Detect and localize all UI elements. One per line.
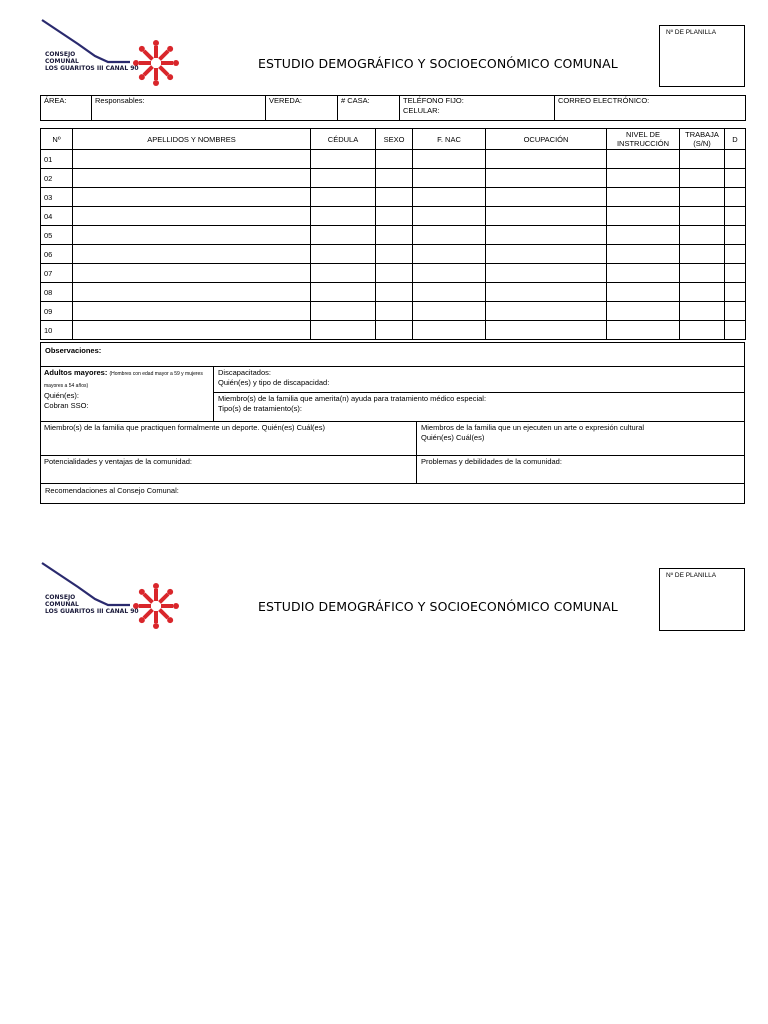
col-ocupacion: OCUPACIÓN (486, 129, 607, 150)
row-cell[interactable] (607, 169, 680, 188)
discapacitados-label: Discapacitados: (218, 368, 271, 377)
row-cell[interactable] (73, 188, 311, 207)
arte-quienes-label: Quién(es) Cuál(es) (421, 432, 485, 442)
telefono-field[interactable]: TELÉFONO FIJO: CELULAR: (400, 96, 555, 121)
planilla-number-box[interactable] (659, 25, 745, 87)
row-number: 05 (41, 226, 73, 245)
col-sexo: SEXO (376, 129, 413, 150)
row-cell[interactable] (376, 321, 413, 340)
row-cell[interactable] (311, 321, 376, 340)
row-cell[interactable] (607, 245, 680, 264)
row-number: 06 (41, 245, 73, 264)
problemas-field[interactable] (417, 455, 745, 484)
table-row (41, 188, 746, 207)
row-cell[interactable] (725, 207, 746, 226)
row-cell[interactable] (311, 226, 376, 245)
row-cell[interactable] (73, 245, 311, 264)
row-cell[interactable] (725, 150, 746, 169)
row-cell[interactable] (376, 283, 413, 302)
row-cell[interactable] (725, 245, 746, 264)
logo-text-name: LOS GUARITOS III CANAL 90 (45, 65, 139, 72)
row-cell[interactable] (680, 321, 725, 340)
discapacidad-tipo-label: Quién(es) y tipo de discapacidad: (218, 377, 330, 387)
row-cell[interactable] (680, 283, 725, 302)
row-cell[interactable] (607, 283, 680, 302)
deporte-field[interactable] (40, 421, 416, 456)
row-cell[interactable] (486, 169, 607, 188)
tratamiento-tipo-label: Tipo(s) de tratamiento(s): (218, 403, 302, 413)
row-cell[interactable] (376, 150, 413, 169)
row-cell[interactable] (486, 226, 607, 245)
row-cell[interactable] (413, 226, 486, 245)
row-cell[interactable] (725, 169, 746, 188)
row-cell[interactable] (725, 264, 746, 283)
correo-field[interactable]: CORREO ELECTRÓNICO: (555, 96, 746, 121)
recomendaciones-label: Recomendaciones al Consejo Comunal: (45, 486, 179, 495)
tratamiento-field[interactable] (214, 392, 745, 422)
logo-text-comunal: COMUNAL (45, 601, 79, 608)
casa-field[interactable]: # CASA: (338, 96, 400, 121)
row-cell[interactable] (607, 264, 680, 283)
row-cell[interactable] (413, 150, 486, 169)
row-cell[interactable] (73, 169, 311, 188)
potencialidades-field[interactable] (40, 455, 416, 484)
potencialidades-label: Potencialidades y ventajas de la comunidad: (44, 457, 193, 466)
row-cell[interactable] (413, 321, 486, 340)
vereda-field[interactable]: VEREDA: (266, 96, 338, 121)
adultos-note: (Hombres con edad mayor a 59 y mujeres mayores a 54 años) (44, 371, 203, 389)
row-cell[interactable] (376, 188, 413, 207)
row-cell[interactable] (376, 226, 413, 245)
row-cell[interactable] (73, 283, 311, 302)
row-cell[interactable] (311, 245, 376, 264)
row-number: 07 (41, 264, 73, 283)
row-cell[interactable] (311, 283, 376, 302)
row-cell[interactable] (311, 169, 376, 188)
row-cell[interactable] (413, 245, 486, 264)
row-cell[interactable] (376, 302, 413, 321)
area-field[interactable]: ÁREA: (41, 96, 92, 121)
row-cell[interactable] (376, 207, 413, 226)
col-fecha-nac: F. NAC (413, 129, 486, 150)
row-cell[interactable] (413, 169, 486, 188)
adultos-mayores-field[interactable] (40, 366, 213, 422)
table-row (41, 150, 746, 169)
row-cell[interactable] (73, 302, 311, 321)
row-cell[interactable] (725, 321, 746, 340)
row-cell[interactable] (680, 264, 725, 283)
quienes-label: Quién(es): (44, 391, 80, 400)
row-cell[interactable] (680, 302, 725, 321)
row-cell[interactable] (311, 207, 376, 226)
col-apellidos-nombres: APELLIDOS Y NOMBRES (73, 129, 311, 150)
observaciones-label: Observaciones: (45, 346, 102, 355)
row-cell[interactable] (607, 302, 680, 321)
problemas-label: Problemas y debilidades de la comunidad: (421, 457, 562, 466)
row-number: 02 (41, 169, 73, 188)
col-cedula: CÉDULA (311, 129, 376, 150)
table-row (41, 226, 746, 245)
row-cell[interactable] (680, 226, 725, 245)
row-cell[interactable] (486, 150, 607, 169)
row-cell[interactable] (73, 264, 311, 283)
table-row (41, 321, 746, 340)
row-cell[interactable] (486, 245, 607, 264)
logo-text-comunal: COMUNAL (45, 58, 79, 65)
row-cell[interactable] (413, 283, 486, 302)
logo-text-consejo: CONSEJO (45, 594, 76, 601)
col-nivel-instruccion: NIVEL DE INSTRUCCIÓN (607, 129, 680, 150)
row-cell[interactable] (486, 264, 607, 283)
consejo-comunal-logo-2 (40, 561, 190, 631)
form-title-2: ESTUDIO DEMOGRÁFICO Y SOCIOECONÓMICO COMUNAL (258, 599, 618, 614)
planilla-number-box-2[interactable] (659, 568, 745, 631)
row-cell[interactable] (725, 302, 746, 321)
row-number: 03 (41, 188, 73, 207)
row-cell[interactable] (680, 207, 725, 226)
tratamiento-label: Miembro(s) de la familia que amerita(n) ayuda para tratamiento médico especial: (218, 394, 487, 403)
col-trabaja: TRABAJA (S/N) (680, 129, 725, 150)
row-number: 09 (41, 302, 73, 321)
row-cell[interactable] (73, 321, 311, 340)
row-cell[interactable] (376, 169, 413, 188)
table-row (41, 169, 746, 188)
celular-label: CELULAR: (403, 106, 440, 115)
row-number: 10 (41, 321, 73, 340)
row-cell[interactable] (73, 207, 311, 226)
row-cell[interactable] (607, 321, 680, 340)
row-cell[interactable] (680, 245, 725, 264)
logo-text-name: LOS GUARITOS III CANAL 90 (45, 608, 139, 615)
row-cell[interactable] (413, 188, 486, 207)
col-d: D (725, 129, 746, 150)
row-cell[interactable] (486, 321, 607, 340)
row-cell[interactable] (680, 188, 725, 207)
arte-field[interactable] (417, 421, 745, 456)
adultos-label: Adultos mayores: (44, 368, 108, 377)
observaciones-box[interactable] (40, 342, 745, 367)
row-cell[interactable] (607, 207, 680, 226)
table-row (41, 302, 746, 321)
row-cell[interactable] (311, 150, 376, 169)
row-cell[interactable] (725, 226, 746, 245)
row-cell[interactable] (376, 264, 413, 283)
table-row (41, 207, 746, 226)
deporte-label: Miembro(s) de la familia que practiquen formalmente un deporte. Quién(es) Cuál(es) (44, 423, 325, 432)
row-cell[interactable] (680, 150, 725, 169)
row-cell[interactable] (413, 207, 486, 226)
arte-label: Miembros de la familia que un ejecuten un arte o expresión cultural (421, 423, 645, 432)
col-numero: Nº (41, 129, 73, 150)
cobran-sso-label: Cobran SSO: (44, 400, 89, 410)
row-cell[interactable] (486, 188, 607, 207)
table-row (41, 283, 746, 302)
table-row (41, 245, 746, 264)
table-header-row (41, 129, 746, 150)
header-fields-table (40, 95, 746, 121)
row-cell[interactable] (413, 264, 486, 283)
row-cell[interactable] (73, 226, 311, 245)
row-number: 01 (41, 150, 73, 169)
row-cell[interactable] (486, 283, 607, 302)
planilla-label: Nº DE PLANILLA (666, 572, 717, 579)
row-cell[interactable] (607, 226, 680, 245)
logo-text-consejo: CONSEJO (45, 51, 76, 58)
recomendaciones-box[interactable] (40, 483, 745, 504)
row-cell[interactable] (486, 302, 607, 321)
consejo-comunal-logo (40, 18, 190, 88)
planilla-label: Nº DE PLANILLA (666, 29, 717, 36)
row-cell[interactable] (376, 245, 413, 264)
form-title: ESTUDIO DEMOGRÁFICO Y SOCIOECONÓMICO COMUNAL (258, 56, 618, 71)
row-cell[interactable] (725, 283, 746, 302)
responsables-field[interactable]: Responsables: (92, 96, 266, 121)
row-cell[interactable] (311, 302, 376, 321)
row-cell[interactable] (725, 188, 746, 207)
family-members-table (40, 128, 746, 340)
row-number: 08 (41, 283, 73, 302)
table-row (41, 264, 746, 283)
row-cell[interactable] (311, 264, 376, 283)
discapacitados-field[interactable] (214, 366, 745, 392)
row-cell[interactable] (680, 169, 725, 188)
row-cell[interactable] (607, 150, 680, 169)
row-cell[interactable] (73, 150, 311, 169)
row-cell[interactable] (311, 188, 376, 207)
row-cell[interactable] (413, 302, 486, 321)
row-cell[interactable] (607, 188, 680, 207)
row-cell[interactable] (486, 207, 607, 226)
row-number: 04 (41, 207, 73, 226)
